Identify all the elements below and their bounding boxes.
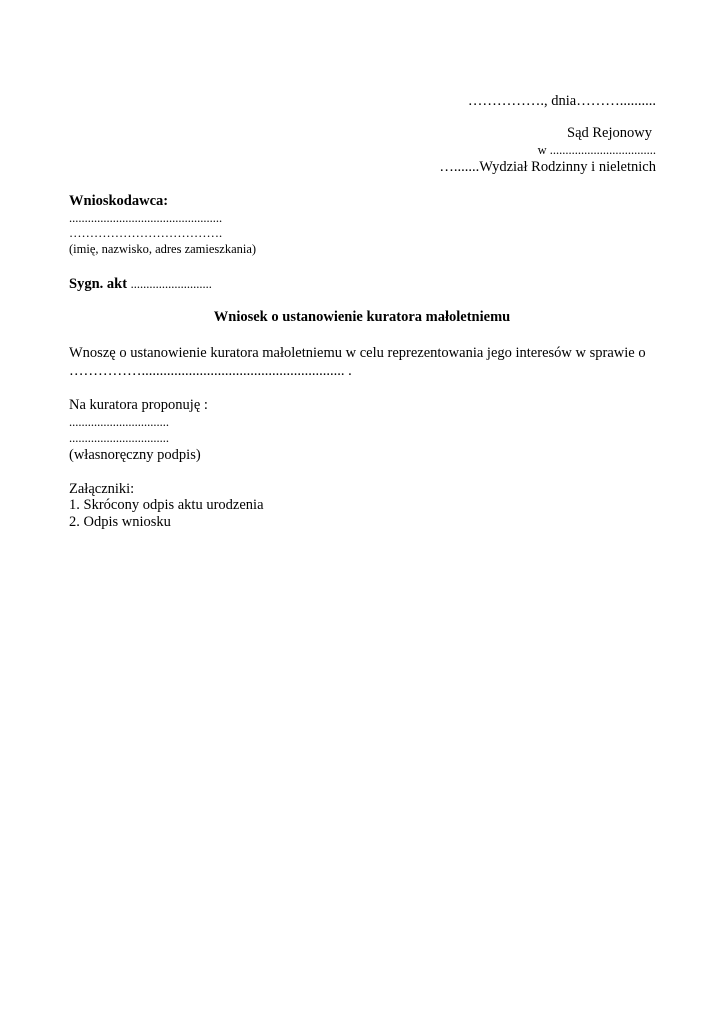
- applicant-line-2: ……………………………….: [69, 226, 223, 240]
- attachments-label: Załączniki:: [69, 481, 135, 497]
- attachment-item: 2. Odpis wniosku: [69, 514, 171, 530]
- applicant-label: Wnioskodawca:: [69, 193, 169, 209]
- attachment-item: 1. Skrócony odpis aktu urodzenia: [69, 497, 264, 513]
- body-text-line-2: ……………........................................................ .: [69, 363, 352, 379]
- applicant-line-1: .................................................: [69, 211, 223, 225]
- curator-line-1: ................................: [69, 415, 169, 429]
- body-text-line-1: Wnoszę o ustanowienie kuratora małoletniemu w celu reprezentowania jego interesów w sprawie o: [69, 345, 646, 361]
- court-name: Sąd Rejonowy: [567, 125, 652, 141]
- document-title: Wniosek o ustanowienie kuratora małoletniemu: [213, 309, 511, 325]
- place-date-line: ……………., dnia………..........: [467, 93, 656, 109]
- case-reference-label: Sygn. akt: [69, 276, 128, 292]
- applicant-caption: (imię, nazwisko, adres zamieszkania): [69, 242, 257, 256]
- case-reference: [69, 277, 212, 292]
- court-location-line: w ..................................: [537, 143, 656, 157]
- case-reference-value: ..........................: [130, 277, 212, 291]
- signature-caption: (własnoręczny podpis): [69, 447, 201, 463]
- curator-line-2: ................................: [69, 431, 169, 445]
- court-division: ….......Wydział Rodzinny i nieletnich: [439, 159, 656, 175]
- curator-label: Na kuratora proponuję :: [69, 397, 208, 413]
